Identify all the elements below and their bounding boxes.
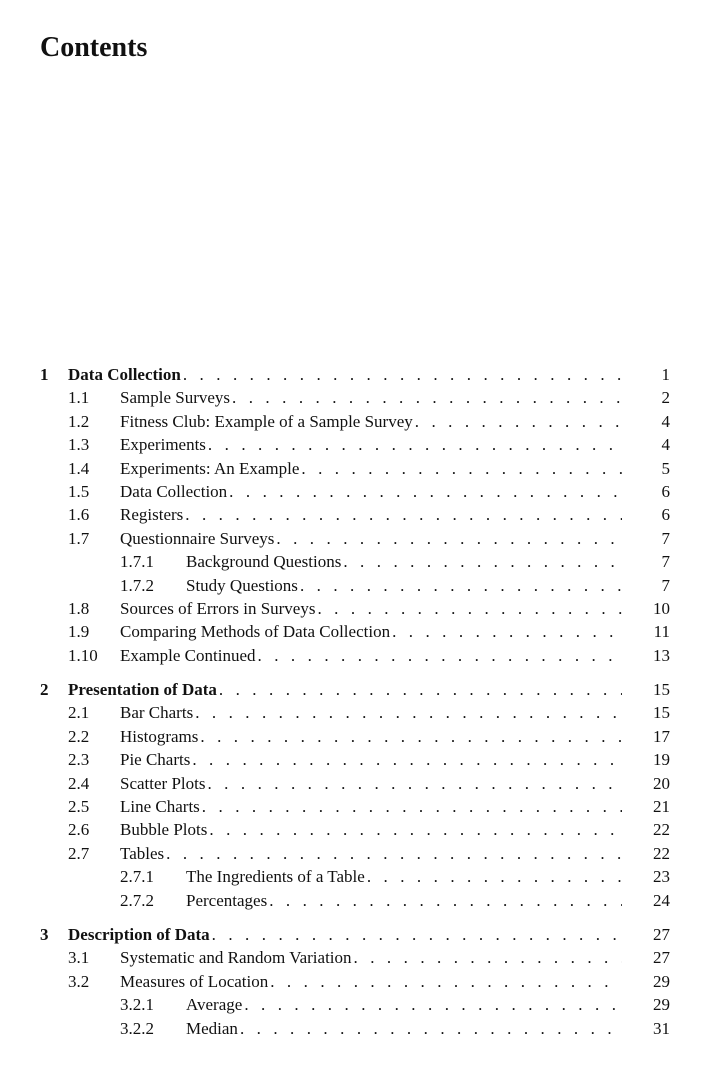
dot-leader [244,993,622,1016]
chapter-title: Presentation of Data [68,680,217,700]
section-page-number: 13 [653,645,670,665]
dot-leader [208,433,622,456]
section-number: 2.4 [68,773,90,793]
section-entry[interactable] [40,818,670,841]
table-of-contents [40,363,670,1051]
subsection-entry[interactable] [40,574,670,597]
section-page-number: 2 [661,388,670,408]
subsection-page-number: 24 [653,890,670,910]
section-number: 1.2 [68,411,90,431]
chapter-title: Data Collection [68,365,181,384]
section-page-number: 10 [653,598,670,618]
subsection-title: Median [186,1018,238,1038]
section-number: 1.10 [68,645,98,665]
section-entry[interactable] [40,772,670,795]
section-entry[interactable] [40,701,670,724]
subsection-title: Study Questions [186,575,298,595]
chapter-block [40,923,670,1040]
section-number: 1.5 [68,481,90,501]
dot-leader [185,503,622,526]
subsection-number: 2.7.1 [120,867,154,887]
subsection-entry[interactable] [40,865,670,888]
dot-leader [232,386,622,409]
section-number: 1.7 [68,528,90,548]
chapter-entry[interactable] [40,678,670,701]
subsection-page-number: 7 [661,575,670,595]
section-number: 2.6 [68,820,90,840]
section-number: 2.2 [68,726,90,746]
section-page-number: 6 [661,481,670,501]
subsection-title: Percentages [186,890,268,910]
dot-leader [212,923,622,946]
subsection-page-number: 7 [661,552,670,572]
subsection-number: 3.2.2 [120,1018,154,1038]
subsection-number: 1.7.2 [120,575,154,595]
chapter-title: Description of Data [68,924,210,944]
dot-leader [392,620,622,643]
dot-leader [195,701,622,724]
dot-leader [343,550,622,573]
dot-leader [200,725,622,748]
section-title: Histograms [120,726,199,746]
section-title: Sample Surveys [120,388,231,408]
dot-leader [209,818,622,841]
dot-leader [276,527,622,550]
subsection-entry[interactable] [40,993,670,1016]
section-entry[interactable] [40,970,670,993]
section-entry[interactable] [40,644,670,667]
subsection-page-number: 29 [653,995,670,1015]
section-title: Comparing Methods of Data Collection [120,622,391,642]
section-title: Experiments: An Example [120,458,300,478]
dot-leader [367,865,622,888]
section-page-number: 7 [661,528,670,548]
section-page-number: 15 [653,703,670,723]
section-number: 3.1 [68,948,90,968]
section-number: 1.1 [68,388,90,408]
dot-leader [317,597,622,620]
chapter-number: 3 [40,924,49,944]
dot-leader [192,748,622,771]
section-title: Example Continued [120,645,256,665]
section-title: Sources of Errors in Surveys [120,598,316,618]
section-title: Scatter Plots [120,773,206,793]
section-page-number: 22 [653,820,670,840]
section-title: Tables [120,843,165,863]
section-entry[interactable] [40,433,670,456]
chapter-entry[interactable] [40,363,670,386]
dot-leader [207,772,622,795]
section-entry[interactable] [40,503,670,526]
dot-leader [219,678,622,701]
section-entry[interactable] [40,386,670,409]
section-entry[interactable] [40,480,670,503]
chapter-block [40,678,670,912]
chapter-number: 1 [40,365,49,384]
section-number: 2.3 [68,750,90,770]
section-number: 2.7 [68,843,90,863]
dot-leader [415,410,622,433]
section-page-number: 4 [661,411,670,431]
section-number: 2.5 [68,797,90,817]
section-page-number: 4 [661,435,670,455]
section-title: Experiments [120,435,206,455]
dot-leader [166,842,622,865]
section-title: Bubble Plots [120,820,208,840]
subsection-title: The Ingredients of a Table [186,867,365,887]
section-page-number: 27 [653,948,670,968]
dot-leader [183,363,622,386]
section-entry[interactable] [40,725,670,748]
section-title: Registers [120,505,184,525]
subsection-number: 3.2.1 [120,995,154,1015]
section-entry[interactable] [40,946,670,969]
chapter-page-number: 15 [653,680,670,700]
dot-leader [270,970,622,993]
section-number: 1.8 [68,598,90,618]
section-title: Questionnaire Surveys [120,528,275,548]
subsection-number: 1.7.1 [120,552,154,572]
section-title: Systematic and Random Variation [120,948,352,968]
section-page-number: 22 [653,843,670,863]
dot-leader [269,889,622,912]
section-entry[interactable] [40,748,670,771]
dot-leader [354,946,622,969]
subsection-page-number: 23 [653,867,670,887]
chapter-number: 2 [40,680,49,700]
section-title: Pie Charts [120,750,191,770]
section-number: 1.9 [68,622,90,642]
section-page-number: 29 [653,971,670,991]
section-page-number: 6 [661,505,670,525]
section-title: Bar Charts [120,703,194,723]
section-entry[interactable] [40,410,670,433]
section-title: Measures of Location [120,971,269,991]
dot-leader [229,480,622,503]
section-entry[interactable] [40,457,670,480]
subsection-entry[interactable] [40,550,670,573]
page-title: Contents [40,32,148,63]
subsection-entry[interactable] [40,1017,670,1040]
section-page-number: 17 [653,726,670,746]
chapter-page-number: 27 [653,924,670,944]
section-entry[interactable] [40,795,670,818]
section-page-number: 21 [653,797,670,817]
section-page-number: 20 [653,773,670,793]
subsection-title: Background Questions [186,552,342,572]
section-number: 1.3 [68,435,90,455]
section-title: Data Collection [120,481,228,501]
section-page-number: 11 [653,622,670,642]
section-entry[interactable] [40,842,670,865]
section-entry[interactable] [40,527,670,550]
section-entry[interactable] [40,620,670,643]
subsection-page-number: 31 [653,1018,670,1038]
dot-leader [202,795,622,818]
section-number: 1.4 [68,458,90,478]
subsection-number: 2.7.2 [120,890,154,910]
subsection-entry[interactable] [40,889,670,912]
subsection-title: Average [186,995,243,1015]
chapter-block [40,363,670,667]
chapter-page-number: 1 [661,365,670,384]
dot-leader [300,574,622,597]
dot-leader [301,457,622,480]
section-page-number: 5 [661,458,670,478]
dot-leader [258,644,622,667]
section-number: 1.6 [68,505,90,525]
section-title: Line Charts [120,797,200,817]
dot-leader [240,1017,622,1040]
section-title: Fitness Club: Example of a Sample Survey [120,411,413,431]
chapter-entry[interactable] [40,923,670,946]
section-page-number: 19 [653,750,670,770]
section-number: 2.1 [68,703,90,723]
section-entry[interactable] [40,597,670,620]
section-number: 3.2 [68,971,90,991]
